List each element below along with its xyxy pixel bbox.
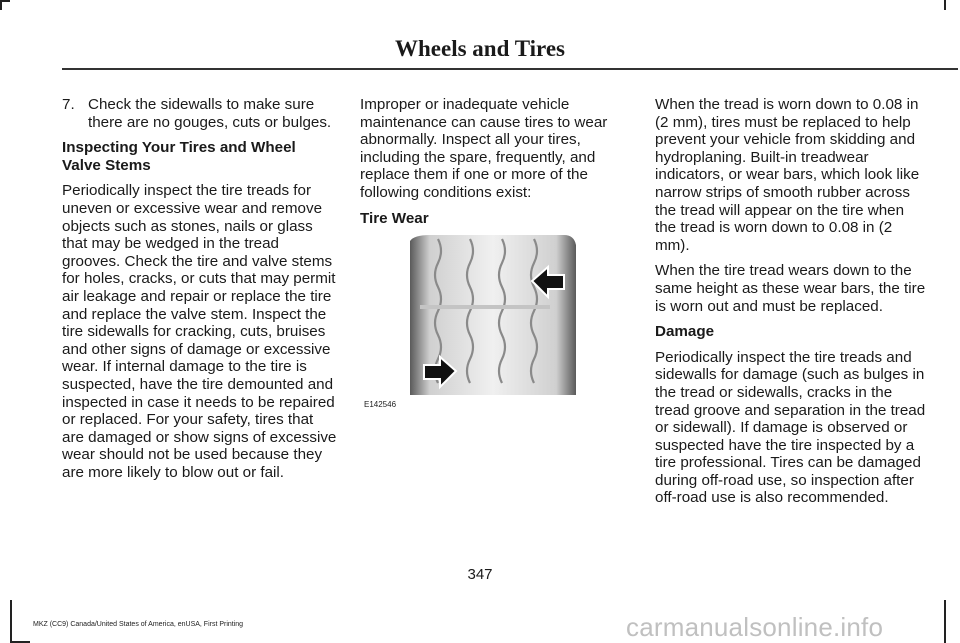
- arrow-pointer-lower-icon: [422, 351, 460, 391]
- crop-mark: [944, 600, 946, 643]
- column-2: [360, 96, 620, 410]
- page-title: Wheels and Tires: [395, 36, 565, 61]
- page-number: 347: [467, 566, 493, 583]
- tire-wear-figure: [360, 235, 578, 410]
- section-heading-tire-wear: Tire Wear: [360, 209, 429, 227]
- body-paragraph: Periodically inspect the tire treads and sidewalls for damage (such as bulges in the tread or sidewalls, cracks in the tread groove and separation in the tread or sidewall). If damage is observed or suspected have the tire inspected by a tire professional. Tires can be damaged during off-road use, so inspection after off-road use is also recommended.: [655, 348, 926, 507]
- figure-id: E142546: [364, 400, 397, 410]
- body-paragraph: When the tread is worn down to 0.08 in (2 mm), tires must be replaced to help prevent your vehicle from skidding and hydroplaning. Built-in treadwear indicators, or wear bars, which look like narrow strips of smooth rubber across the tread will appear on the tire when the tread is worn down to 0.08 in (2 mm).: [655, 96, 920, 254]
- list-item-text: Check the sidewalls to make sure there are no gouges, cuts or bulges.: [88, 96, 332, 131]
- body-paragraph: Improper or inadequate vehicle maintenance can cause tires to wear abnormally. Inspect all your tires, including the spare, frequently, and replace them if one or more of the following conditions exist:: [360, 96, 608, 201]
- watermark: carmanualsonline.info: [626, 612, 884, 642]
- tire-tread-illustration: [360, 235, 578, 405]
- section-heading-valve-stems: Inspecting Your Tires and Wheel Valve Stems: [62, 139, 296, 174]
- column-1: [62, 96, 337, 489]
- crop-mark: [944, 0, 946, 10]
- arrow-pointer-upper-icon: [528, 263, 568, 303]
- list-item: [62, 96, 337, 131]
- body-paragraph: When the tire tread wears down to the same height as these wear bars, the tire is worn out and must be replaced.: [655, 262, 926, 315]
- print-info: MKZ (CC9) Canada/United States of America, enUSA, First Printing: [33, 621, 244, 628]
- section-heading-damage: Damage: [655, 323, 715, 341]
- title-rule: [62, 68, 958, 70]
- list-item-number: 7.: [62, 96, 75, 113]
- crop-mark: [0, 0, 10, 2]
- body-paragraph: Periodically inspect the tire treads for uneven or excessive wear and remove objects such as stones, nails or glass that may be wedged in the tread grooves. Check the tire and valve stems for holes, cracks, or cuts that may permit air leakage and repair or replace the tire and replace the valve stem. Inspect the tire sidewalls for cracking, cuts, bruises and other signs of damage or excessive wear. If internal damage to the tire is suspected, have the tire demounted and inspected in case it needs to be repaired or replaced. For your safety, tires that are damaged or show signs of excessive wear should not be used because they are more likely to blow out or fail.: [62, 182, 337, 481]
- column-3: [655, 96, 929, 515]
- crop-mark: [10, 600, 12, 643]
